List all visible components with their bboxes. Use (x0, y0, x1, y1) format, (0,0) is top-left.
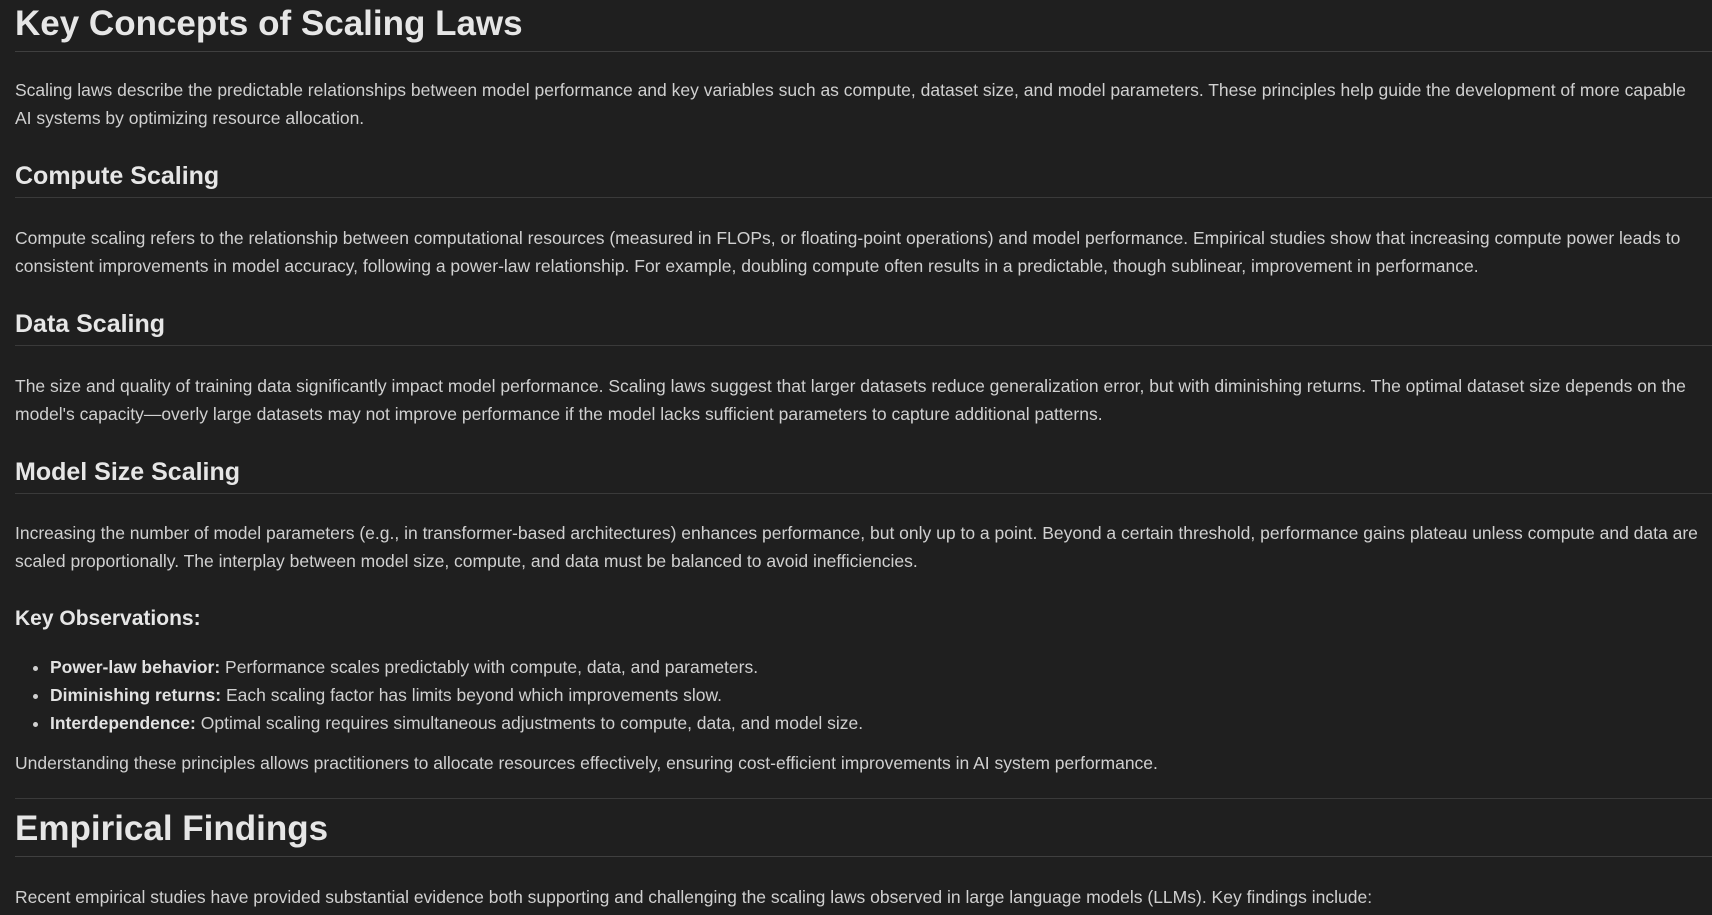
page-title: Key Concepts of Scaling Laws (15, 3, 1712, 52)
list-item (50, 681, 1702, 709)
empirical-findings-paragraph: Recent empirical studies have provided substantial evidence both supporting and challenging the scaling laws observed in large language models (LLMs). Key findings include: (15, 887, 1373, 907)
list-item (50, 653, 1702, 681)
list-item-term: Interdependence: (50, 713, 196, 733)
compute-scaling-heading: Compute Scaling (15, 161, 1712, 198)
key-observations-list (15, 653, 1702, 737)
empirical-findings-heading: Empirical Findings (15, 808, 1712, 857)
observations-conclusion-paragraph: Understanding these principles allows practitioners to allocate resources effectively, ensuring cost-efficient improvements in AI system performance. (15, 753, 1158, 773)
list-item (50, 709, 1702, 737)
intro-paragraph: Scaling laws describe the predictable relationships between model performance and key variables such as compute, dataset size, and model parameters. These principles help guide the development of more capable AI systems by optimizing resource allocation. (15, 80, 1686, 128)
data-scaling-heading: Data Scaling (15, 309, 1712, 346)
model-size-scaling-paragraph: Increasing the number of model parameters (e.g., in transformer-based architectures) enhances performance, but only up to a point. Beyond a certain threshold, performance gains plateau unless compute and data are scaled proportionally. The interplay between model size, compute, and data must be balanced to avoid inefficiencies. (15, 523, 1698, 571)
list-item-text: Performance scales predictably with compute, data, and parameters. (220, 657, 759, 677)
data-scaling-paragraph: The size and quality of training data significantly impact model performance. Scaling laws suggest that larger datasets reduce generalization error, but with diminishing returns. The optimal dataset size depends on the model's capacity—overly large datasets may not improve performance if the model lacks sufficient parameters to capture additional patterns. (15, 376, 1686, 424)
list-item-term: Power-law behavior: (50, 657, 221, 677)
key-observations-heading: Key Observations: (15, 607, 201, 630)
list-item-text: Each scaling factor has limits beyond which improvements slow. (221, 685, 723, 705)
list-item-text: Optimal scaling requires simultaneous adjustments to compute, data, and model size. (195, 713, 864, 733)
section-divider (15, 798, 1712, 799)
list-item-term: Diminishing returns: (50, 685, 222, 705)
model-size-scaling-heading: Model Size Scaling (15, 457, 1712, 494)
compute-scaling-paragraph: Compute scaling refers to the relationship between computational resources (measured in FLOPs, or floating-point operations) and model performance. Empirical studies show that increasing compute power leads to consistent improvements in model accuracy, following a power-law relationship. For example, doubling compute often results in a predictable, though sublinear, improvement in performance. (15, 228, 1681, 276)
